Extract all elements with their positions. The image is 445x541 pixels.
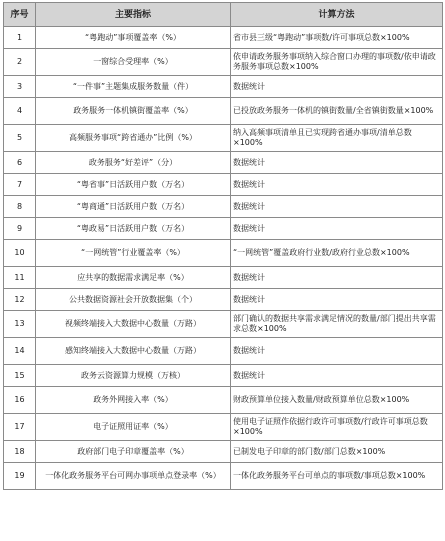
table-row bbox=[4, 196, 443, 218]
table-body bbox=[4, 27, 443, 490]
table-row bbox=[4, 49, 443, 76]
row-method: “一网统管”覆盖政府行业数/政府行业总数×100% bbox=[231, 240, 443, 267]
row-indicator: 政务服务“好差评”（分） bbox=[36, 152, 231, 174]
row-number: 14 bbox=[4, 338, 36, 365]
row-method: 数据统计 bbox=[231, 152, 443, 174]
row-number: 6 bbox=[4, 152, 36, 174]
row-method: 部门确认的数据共享需求满足情况的数量/部门提出共享需求总数×100% bbox=[231, 311, 443, 338]
row-number: 19 bbox=[4, 463, 36, 490]
row-method: 使用电子证照作依据行政许可事项数/行政许可事项总数×100% bbox=[231, 414, 443, 441]
table-row bbox=[4, 240, 443, 267]
table-row bbox=[4, 98, 443, 125]
row-number: 4 bbox=[4, 98, 36, 125]
row-indicator: “粤商通”日活跃用户数（万名） bbox=[36, 196, 231, 218]
row-number: 16 bbox=[4, 387, 36, 414]
row-method: 数据统计 bbox=[231, 174, 443, 196]
table-row bbox=[4, 365, 443, 387]
row-indicator: 电子证照用证率（%） bbox=[36, 414, 231, 441]
table-row bbox=[4, 27, 443, 49]
table-row bbox=[4, 338, 443, 365]
row-number: 1 bbox=[4, 27, 36, 49]
row-indicator: “粤政易”日活跃用户数（万名） bbox=[36, 218, 231, 240]
row-method: 一体化政务服务平台可单点的事项数/事项总数×100% bbox=[231, 463, 443, 490]
row-indicator: 一窗综合受理率（%） bbox=[36, 49, 231, 76]
row-indicator: 政务服务一体机镇街覆盖率（%） bbox=[36, 98, 231, 125]
row-method: 数据统计 bbox=[231, 267, 443, 289]
row-number: 3 bbox=[4, 76, 36, 98]
row-number: 8 bbox=[4, 196, 36, 218]
row-number: 15 bbox=[4, 365, 36, 387]
row-indicator: 高频服务事项“跨省通办”比例（%） bbox=[36, 125, 231, 152]
row-number: 10 bbox=[4, 240, 36, 267]
table-row bbox=[4, 125, 443, 152]
row-method: 纳入高频事项清单且已实现跨省通办事项/清单总数×100% bbox=[231, 125, 443, 152]
table-row bbox=[4, 267, 443, 289]
row-indicator: 政务云资源算力规模（万核） bbox=[36, 365, 231, 387]
row-number: 7 bbox=[4, 174, 36, 196]
table-row bbox=[4, 441, 443, 463]
row-indicator: 视频终端接入大数据中心数量（万路） bbox=[36, 311, 231, 338]
header-number: 序号 bbox=[4, 3, 36, 27]
table-row bbox=[4, 463, 443, 490]
row-indicator: “粤省事”日活跃用户数（万名） bbox=[36, 174, 231, 196]
row-method: 省市县三级“粤跑动”事项数/许可事项总数×100% bbox=[231, 27, 443, 49]
row-number: 12 bbox=[4, 289, 36, 311]
row-method: 数据统计 bbox=[231, 218, 443, 240]
table-row bbox=[4, 76, 443, 98]
row-indicator: 感知终端接入大数据中心数量（万路） bbox=[36, 338, 231, 365]
row-method: 依申请政务服务事项纳入综合窗口办理的事项数/依申请政务服务事项总数×100% bbox=[231, 49, 443, 76]
row-number: 17 bbox=[4, 414, 36, 441]
row-method: 数据统计 bbox=[231, 289, 443, 311]
row-indicator: “一网统管”行业覆盖率（%） bbox=[36, 240, 231, 267]
row-number: 18 bbox=[4, 441, 36, 463]
row-method: 数据统计 bbox=[231, 196, 443, 218]
row-method: 数据统计 bbox=[231, 365, 443, 387]
row-method: 数据统计 bbox=[231, 338, 443, 365]
row-indicator: 政府部门电子印章覆盖率（%） bbox=[36, 441, 231, 463]
row-indicator: “一件事”主题集成服务数量（件） bbox=[36, 76, 231, 98]
row-method: 财政预算单位接入数量/财政预算单位总数×100% bbox=[231, 387, 443, 414]
table-row bbox=[4, 218, 443, 240]
table-row bbox=[4, 311, 443, 338]
row-number: 9 bbox=[4, 218, 36, 240]
row-number: 5 bbox=[4, 125, 36, 152]
row-method: 已投放政务服务一体机的镇街数量/全省镇街数量×100% bbox=[231, 98, 443, 125]
row-indicator: 政务外网接入率（%） bbox=[36, 387, 231, 414]
table-row bbox=[4, 174, 443, 196]
row-indicator: 一体化政务服务平台可网办事项单点登录率（%） bbox=[36, 463, 231, 490]
indicator-table bbox=[3, 2, 443, 490]
header-method: 计算方法 bbox=[231, 3, 443, 27]
row-indicator: “粤跑动”事项覆盖率（%） bbox=[36, 27, 231, 49]
row-number: 13 bbox=[4, 311, 36, 338]
row-method: 数据统计 bbox=[231, 76, 443, 98]
table-row bbox=[4, 414, 443, 441]
row-method: 已制发电子印章的部门数/部门总数×100% bbox=[231, 441, 443, 463]
row-number: 2 bbox=[4, 49, 36, 76]
table-row bbox=[4, 387, 443, 414]
row-indicator: 应共享的数据需求满足率（%） bbox=[36, 267, 231, 289]
row-indicator: 公共数据资源社会开放数据集（个） bbox=[36, 289, 231, 311]
table-header-row bbox=[4, 3, 443, 27]
table-row bbox=[4, 289, 443, 311]
table-row bbox=[4, 152, 443, 174]
header-indicator: 主要指标 bbox=[36, 3, 231, 27]
row-number: 11 bbox=[4, 267, 36, 289]
